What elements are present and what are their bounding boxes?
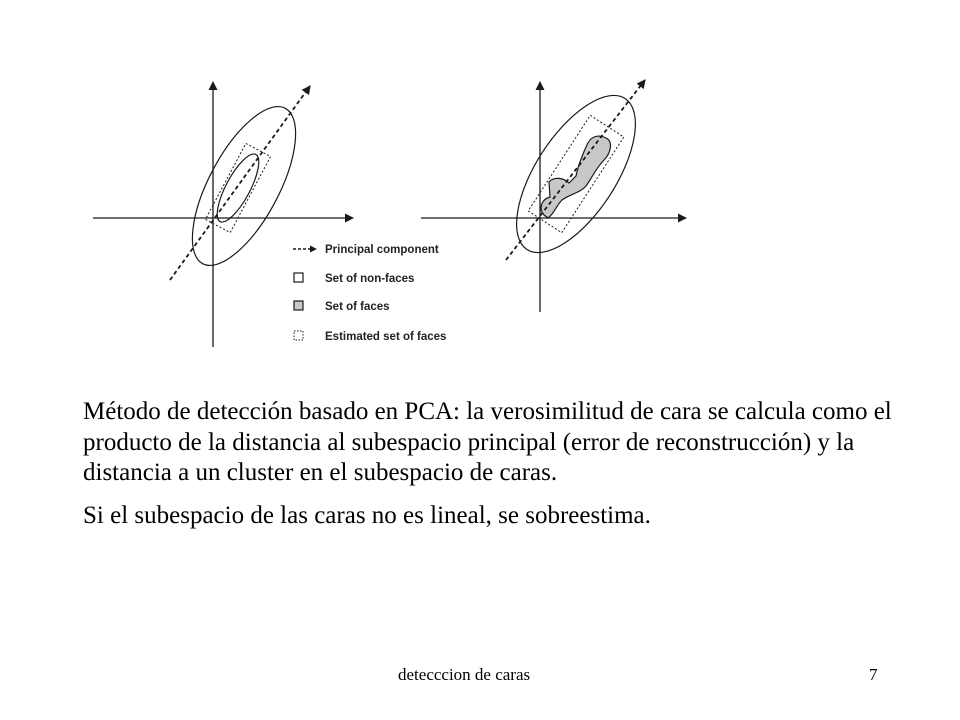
legend	[293, 244, 446, 343]
legend-label-estimated-faces: Estimated set of faces	[325, 331, 447, 343]
right-diagram	[421, 77, 686, 312]
legend-label-non-faces: Set of non-faces	[325, 273, 415, 285]
dotted-square-icon	[294, 331, 303, 340]
left-diagram	[93, 82, 353, 347]
slide-body	[83, 397, 903, 531]
left-non-faces-ellipse	[172, 92, 316, 280]
slide-number: 7	[869, 665, 878, 684]
body-paragraph-overestimate: Si el subespacio de las caras no es lineal, se sobreestima.	[83, 501, 651, 529]
gray-square-icon	[294, 301, 303, 310]
right-faces-region	[541, 136, 610, 218]
dashed-arrow-icon	[293, 246, 317, 253]
legend-label-principal-component: Principal component	[325, 244, 439, 256]
body-paragraph-method: Método de detección basado en PCA: la verosimilitud de cara se calcula como el producto de la distancia al subespacio principal (error de reconstrucción) y la distancia a un cluster en el subespacio de caras.	[83, 398, 892, 486]
pca-figure	[88, 72, 708, 357]
legend-label-faces: Set of faces	[325, 301, 390, 313]
left-principal-component	[170, 86, 310, 280]
white-square-icon	[294, 273, 303, 282]
footer-title: detecccion de caras	[398, 665, 531, 684]
left-estimated-faces-box	[205, 143, 270, 232]
pca-diagram	[88, 72, 708, 357]
